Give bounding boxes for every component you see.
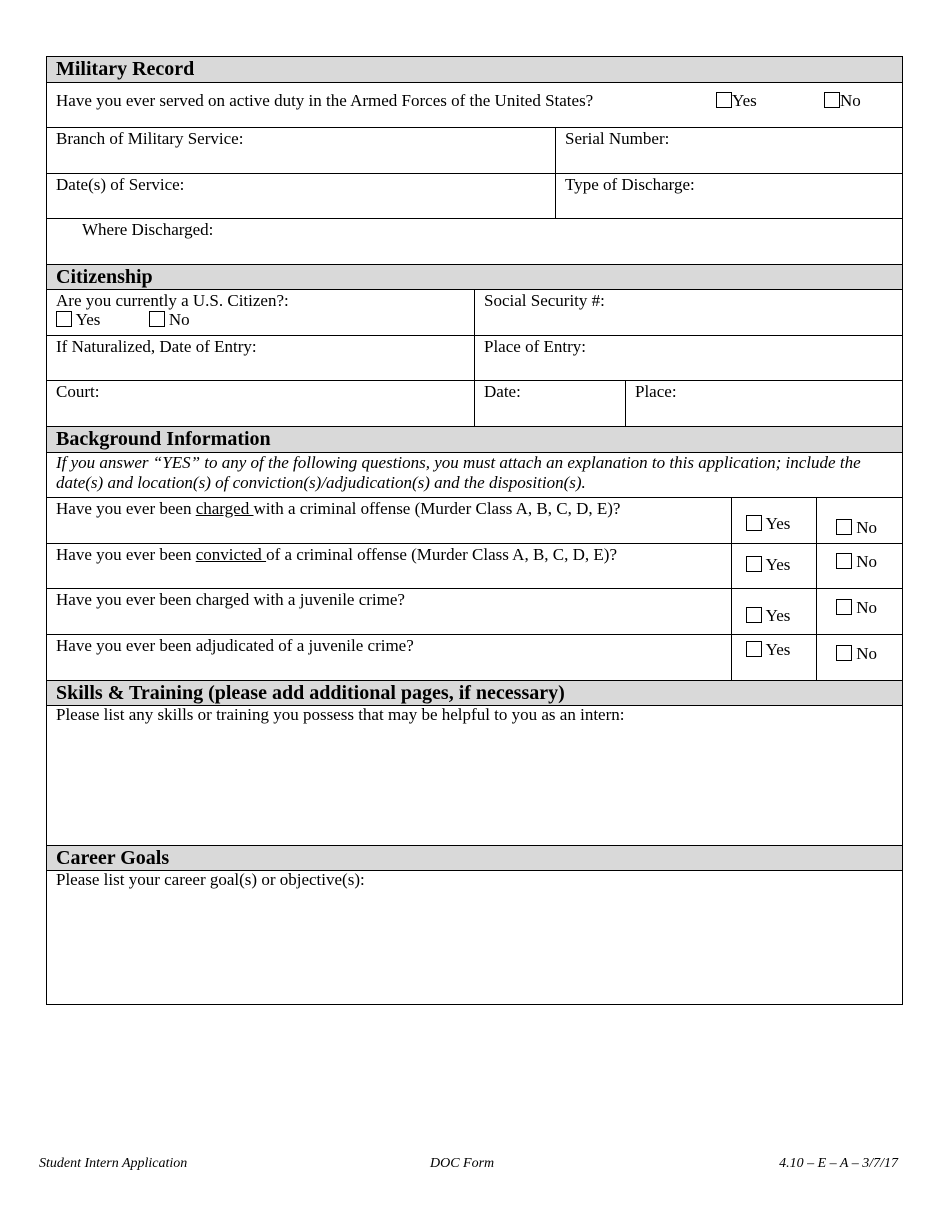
convicted-yes-checkbox[interactable] [746,556,762,572]
charged-no-checkbox[interactable] [836,519,852,535]
skills-header: Skills & Training (please add additional pages, if necessary) [46,680,903,706]
ssn-label: Social Security #: [484,291,605,310]
us-citizen-no-checkbox[interactable] [149,311,165,327]
active-duty-yes-option[interactable] [716,91,757,111]
convicted-yes-label: Yes [765,555,791,574]
active-duty-no-option[interactable] [824,91,861,111]
skills-prompt: Please list any skills or training you possess that may be helpful to you as an intern: [56,705,625,724]
serial-number-label: Serial Number: [565,129,670,148]
naturalized-date-field[interactable] [46,335,475,381]
charged-yes-option[interactable] [746,514,790,534]
court-date-field[interactable] [474,380,626,427]
convicted-no-label: No [856,552,878,571]
court-place-field[interactable] [625,380,903,427]
us-citizen-field [46,289,475,336]
footer-form-type: DOC Form [430,1156,495,1171]
convicted-question [46,543,732,589]
juvenile-adjudicated-no-option[interactable] [836,644,877,664]
background-note: If you answer “YES” to any of the following questions, you must attach an explanation to this application; include the date(s) and location(s) of conviction(s)/adjudication(s) and the disposition(s). [46,452,903,498]
us-citizen-no-option[interactable] [149,310,190,329]
charged-yes-checkbox[interactable] [746,515,762,531]
convicted-question-keyword: convicted [195,545,267,564]
active-duty-no-label: No [840,91,861,110]
charged-question [46,497,732,544]
juvenile-adjudicated-no-label: No [856,644,878,663]
ssn-field[interactable] [474,289,903,336]
us-citizen-yes-checkbox[interactable] [56,311,72,327]
footer-form-title: Student Intern Application [39,1156,188,1171]
convicted-question-post: of a criminal offense (Murder Class A, B, C, D, E)? [266,545,618,564]
charged-no-label: No [856,518,878,537]
court-place-label: Place: [635,382,677,401]
us-citizen-question: Are you currently a U.S. Citizen?: [56,291,289,310]
active-duty-question: Have you ever served on active duty in the Armed Forces of the United States? [56,91,594,110]
juvenile-charged-question: Have you ever been charged with a juvenile crime? [46,588,732,635]
career-goals-field[interactable] [46,870,903,1005]
juvenile-charged-no-option[interactable] [836,598,877,618]
juvenile-charged-yes-option[interactable] [746,606,790,626]
active-duty-question-row [46,82,903,128]
career-goals-prompt: Please list your career goal(s) or objective(s): [56,870,365,889]
juvenile-charged-yes-checkbox[interactable] [746,607,762,623]
where-discharged-label: Where Discharged: [82,220,214,239]
juvenile-charged-no-label: No [856,598,878,617]
juvenile-adjudicated-question: Have you ever been adjudicated of a juvenile crime? [46,634,732,681]
military-record-header: Military Record [46,56,903,83]
convicted-no-option[interactable] [836,552,877,572]
dates-of-service-field[interactable] [46,173,556,219]
us-citizen-no-label: No [168,310,190,329]
branch-field[interactable] [46,127,556,174]
active-duty-yes-checkbox[interactable] [716,92,732,108]
convicted-question-pre: Have you ever been [56,545,196,564]
charged-no-option[interactable] [836,518,877,538]
juvenile-adjudicated-yes-option[interactable] [746,640,790,660]
naturalized-date-label: If Naturalized, Date of Entry: [56,337,257,356]
us-citizen-yes-option[interactable] [56,310,100,329]
career-goals-header: Career Goals [46,845,903,871]
court-date-label: Date: [484,382,521,401]
charged-yes-label: Yes [765,514,791,533]
dates-of-service-label: Date(s) of Service: [56,175,185,194]
juvenile-adjudicated-no-checkbox[interactable] [836,645,852,661]
place-of-entry-field[interactable] [474,335,903,381]
serial-number-field[interactable] [555,127,903,174]
place-of-entry-label: Place of Entry: [484,337,586,356]
convicted-yes-option[interactable] [746,555,790,575]
us-citizen-yes-label: Yes [75,310,101,329]
charged-question-post: with a criminal offense (Murder Class A, B, C, D, E)? [253,499,621,518]
discharge-type-label: Type of Discharge: [565,175,695,194]
where-discharged-field[interactable] [46,218,903,265]
charged-question-keyword: charged [195,499,254,518]
discharge-type-field[interactable] [555,173,903,219]
charged-question-pre: Have you ever been [56,499,196,518]
footer-form-number: 4.10 – E – A – 3/7/17 [779,1156,898,1171]
active-duty-yes-label: Yes [732,91,757,110]
juvenile-adjudicated-yes-label: Yes [765,640,791,659]
background-header: Background Information [46,426,903,453]
court-field[interactable] [46,380,475,427]
active-duty-no-checkbox[interactable] [824,92,840,108]
citizenship-header: Citizenship [46,264,903,290]
convicted-no-checkbox[interactable] [836,553,852,569]
branch-label: Branch of Military Service: [56,129,244,148]
juvenile-adjudicated-yes-checkbox[interactable] [746,641,762,657]
juvenile-charged-yes-label: Yes [765,606,791,625]
court-label: Court: [56,382,100,401]
juvenile-charged-no-checkbox[interactable] [836,599,852,615]
skills-field[interactable] [46,705,903,846]
